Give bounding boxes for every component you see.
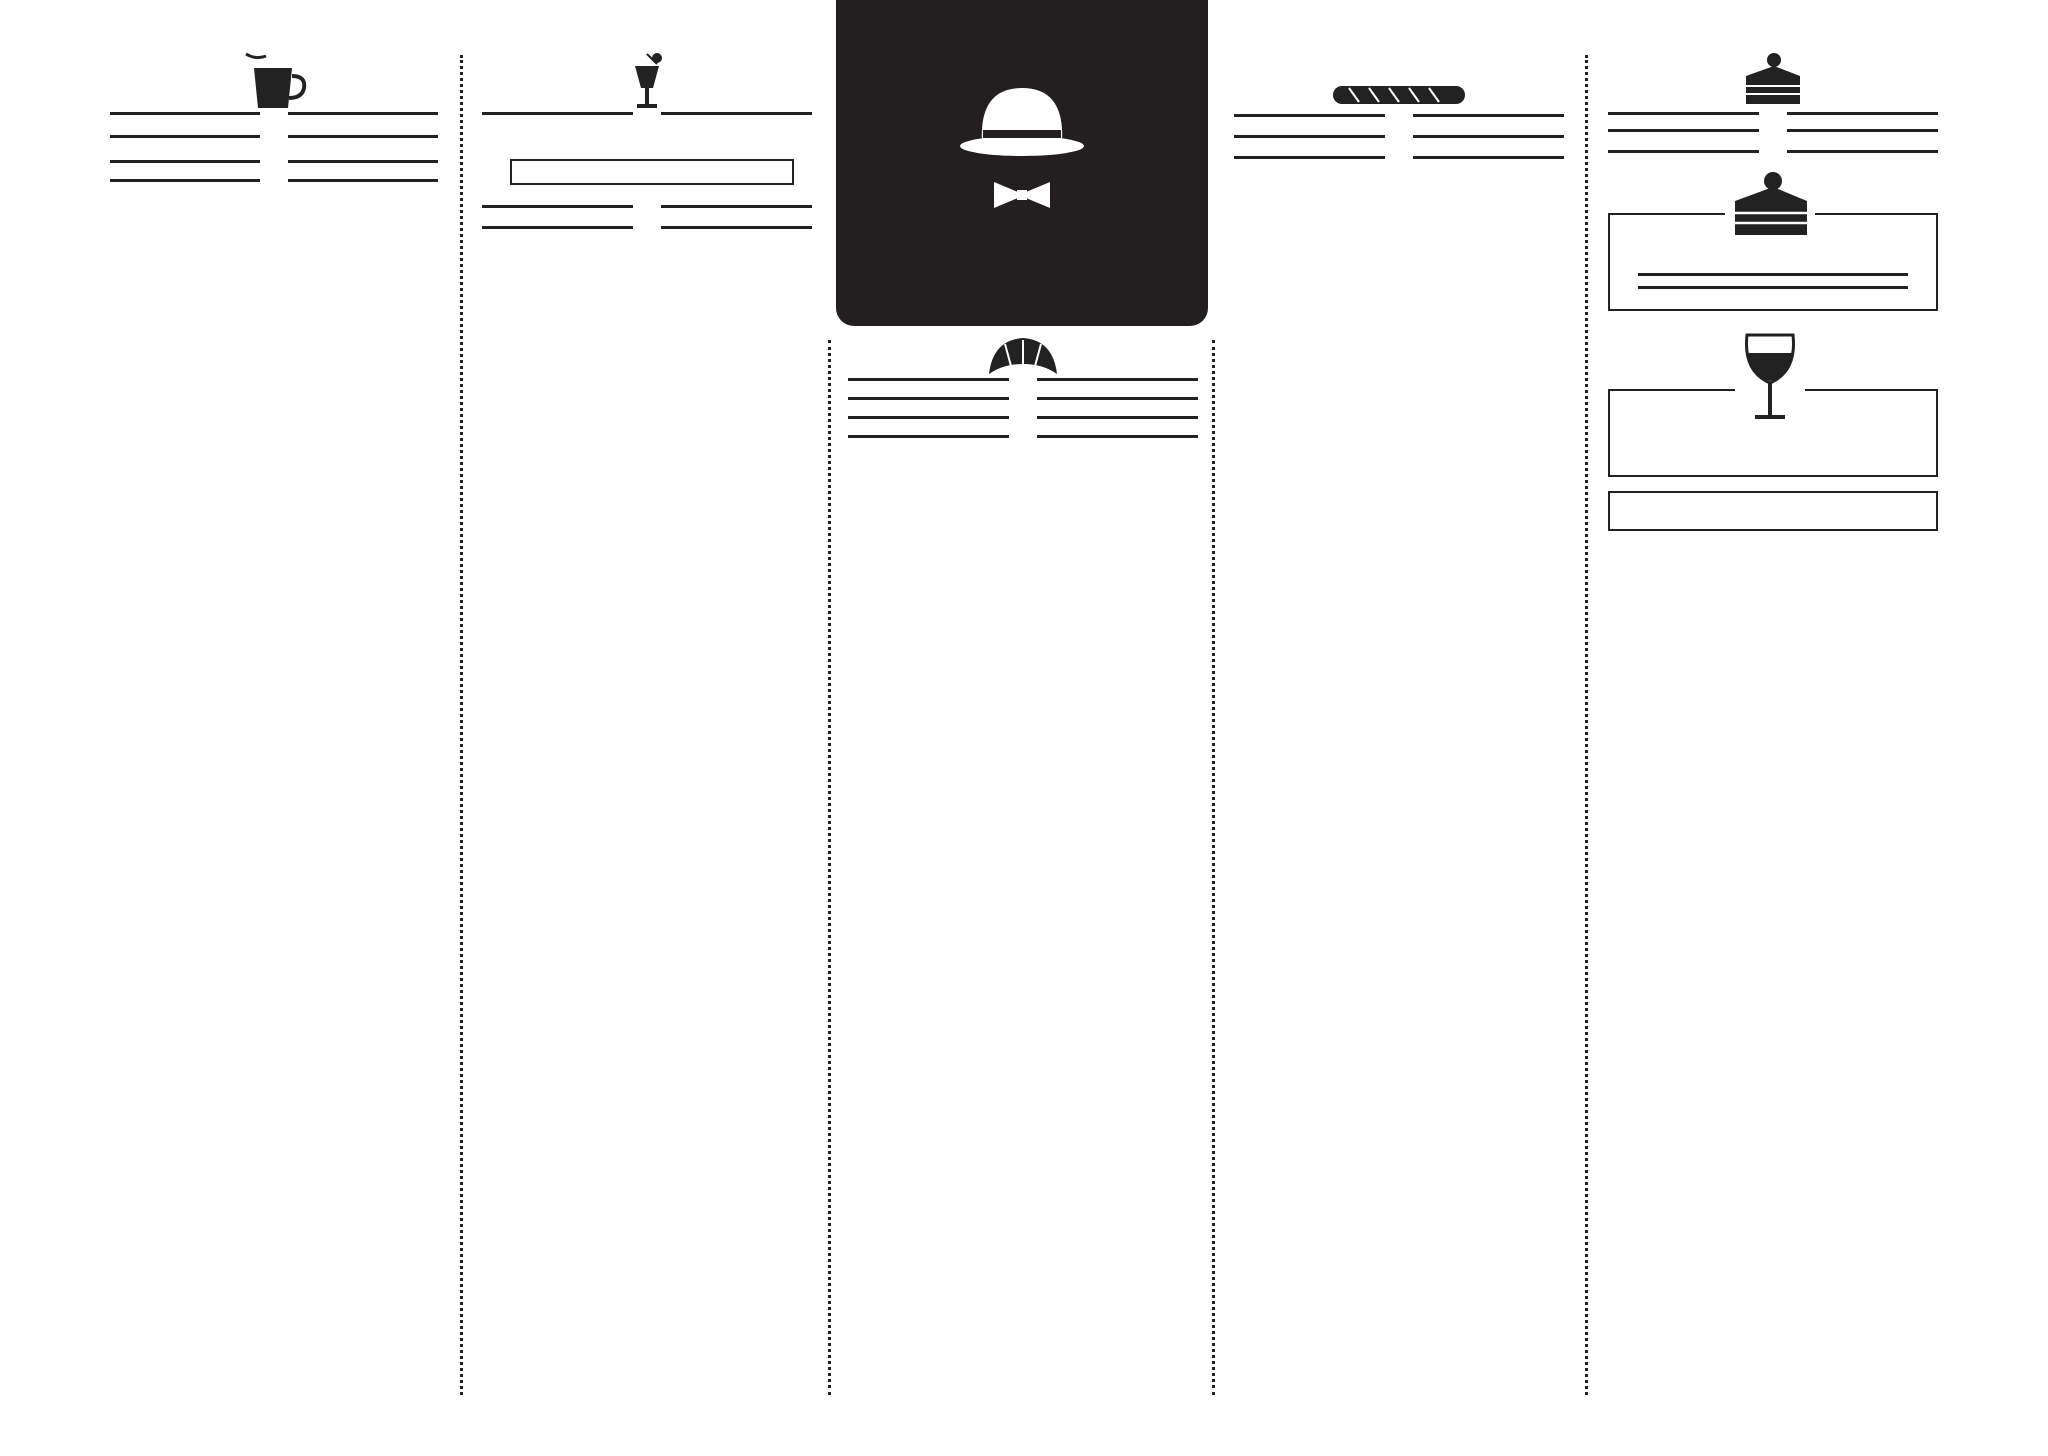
section-header bbox=[110, 160, 438, 163]
section-header bbox=[848, 378, 1198, 381]
section-header bbox=[1234, 114, 1564, 117]
section-header bbox=[110, 135, 438, 138]
cake-icon bbox=[1725, 165, 1815, 245]
cake-icon bbox=[1738, 50, 1808, 112]
section-header bbox=[110, 112, 438, 115]
section-header bbox=[1234, 156, 1564, 159]
section-header bbox=[1608, 112, 1938, 115]
notes-box bbox=[1608, 491, 1938, 531]
column-separator bbox=[1585, 55, 1588, 1395]
column-separator bbox=[1212, 340, 1215, 1395]
section-header bbox=[848, 397, 1198, 400]
section-header bbox=[482, 226, 812, 229]
column-separator bbox=[828, 340, 831, 1395]
smoothie-box bbox=[510, 159, 794, 185]
section-header bbox=[848, 435, 1198, 438]
section-header bbox=[1608, 150, 1938, 153]
column-separator bbox=[460, 55, 463, 1395]
brand-panel bbox=[836, 0, 1208, 326]
section-header bbox=[482, 205, 812, 208]
bow-tie-icon bbox=[992, 180, 1052, 210]
section-header bbox=[848, 416, 1198, 419]
wines-box bbox=[1608, 389, 1938, 477]
column-drinks bbox=[482, 50, 812, 235]
croissant-icon bbox=[983, 334, 1063, 378]
column-food bbox=[848, 334, 1198, 444]
desserts-box bbox=[1608, 213, 1938, 311]
section-header bbox=[1234, 135, 1564, 138]
wine-glass-icon bbox=[1735, 331, 1805, 431]
column-coffee bbox=[110, 50, 438, 188]
column-crepes bbox=[1608, 50, 1938, 531]
section-header bbox=[482, 112, 812, 115]
bowler-hat-icon bbox=[957, 80, 1087, 160]
section-header bbox=[1608, 129, 1938, 132]
section-header bbox=[110, 179, 438, 182]
coffee-cup-icon bbox=[234, 50, 314, 112]
baguette-icon bbox=[1329, 74, 1469, 114]
cocktail-glass-icon bbox=[617, 50, 677, 112]
column-baguettes bbox=[1234, 50, 1564, 165]
